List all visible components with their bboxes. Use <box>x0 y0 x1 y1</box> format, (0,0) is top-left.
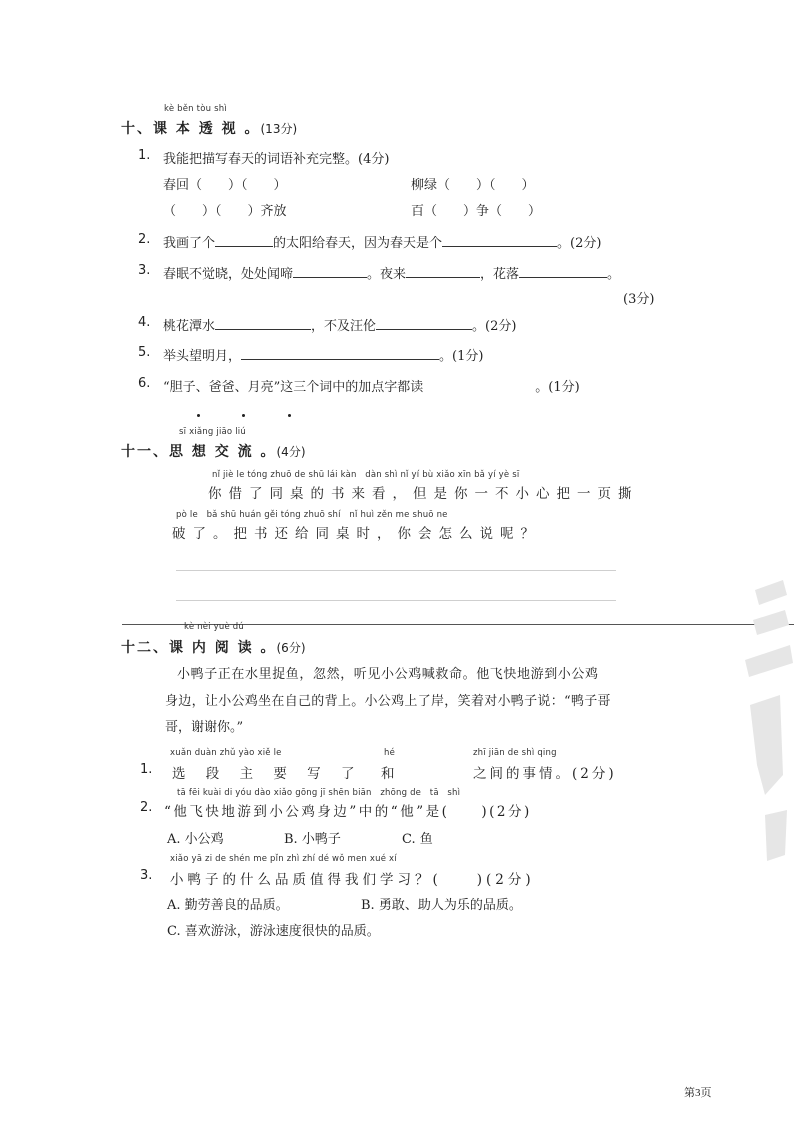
q4-text-b: ，不及汪伦 <box>311 319 377 334</box>
section12-title: 十二、课 内 阅 读 。 <box>121 640 277 656</box>
q2-line <box>163 232 601 251</box>
section10-title: 十、课 本 透 视 。 <box>121 121 261 137</box>
q4-line <box>163 315 516 334</box>
q5-text-b: 。(1分) <box>439 349 484 364</box>
s12-q1-pinyin-c: zhī jiān de shì qing <box>473 748 557 758</box>
q4-text-a: 桃花潭水 <box>163 319 216 334</box>
q1-word-1: 春回（ ）（ ） <box>163 178 287 193</box>
q1-prompt: 我能把描写春天的词语补充完整。(4分) <box>163 152 390 167</box>
q3-blank-3[interactable] <box>519 265 607 278</box>
passage-line-2: 身边，让小公鸡坐在自己的背上。小公鸡上了岸，笑着对小鸭子说：“鸭子哥 <box>165 694 611 709</box>
section11-pinyin: sī xiǎng jiāo liú <box>179 427 246 437</box>
q3-text-a: 春眠不觉晓，处处闻啼 <box>163 267 294 282</box>
watermark-graphic <box>735 565 794 865</box>
q3-score: (3分) <box>623 292 655 307</box>
section11-line1: 你借了同桌的书来看，但是你一不小心把一页撕 <box>208 486 639 502</box>
answer-line-1[interactable] <box>176 570 616 571</box>
s12-q3-option-a[interactable]: A. 勤劳善良的品质。 <box>167 898 289 913</box>
q4-text-c: 。(2分) <box>472 319 517 334</box>
emphasis-dot-dan <box>197 414 200 417</box>
q3-number: 3. <box>138 263 151 278</box>
s12-q3-number: 3. <box>140 868 153 883</box>
q2-text-a: 我画了个 <box>163 236 216 251</box>
s12-q3-option-b[interactable]: B. 勇敢、助人为乐的品质。 <box>361 898 522 913</box>
section10-score: (13分) <box>260 122 298 136</box>
section10-heading <box>121 118 297 138</box>
section11-title: 十一、思 想 交 流 。 <box>121 444 277 460</box>
s12-q2-option-a[interactable]: A. 小公鸡 <box>167 832 224 847</box>
answer-line-2[interactable] <box>176 600 616 601</box>
s12-q1-text-c: 之间的事情。(2分) <box>473 766 617 782</box>
q6-text-b: 。(1分) <box>535 380 580 395</box>
s12-q2-option-b[interactable]: B. 小鸭子 <box>284 832 341 847</box>
q1-word-3: （ ）（ ）齐放 <box>163 204 287 219</box>
q3-blank-2[interactable] <box>406 265 480 278</box>
s12-q3-text: 小鸭子的什么品质值得我们学习？( )(2分) <box>170 872 535 888</box>
s12-q1-text-b: 和 <box>381 766 402 782</box>
s12-q1-pinyin-b: hé <box>384 748 396 758</box>
section11-score: (4分) <box>276 445 306 459</box>
emphasis-dot-ba <box>242 414 245 417</box>
s12-q3-pinyin: xiǎo yā zi de shén me pǐn zhì zhí dé wǒ men xué xí <box>170 854 397 864</box>
q1-number: 1. <box>138 148 151 163</box>
section10-pinyin: kè běn tòu shì <box>164 104 227 114</box>
q1-word-2: 柳绿（ ）（ ） <box>411 178 535 193</box>
q6-number: 6. <box>138 376 151 391</box>
q4-blank-1[interactable] <box>215 317 311 330</box>
q5-number: 5. <box>138 345 151 360</box>
section11-line1-pinyin: nǐ jiè le tóng zhuō de shū lái kàn dàn shì nǐ yí bù xiǎo xīn bǎ yí yè sī <box>212 470 520 480</box>
q3-line <box>163 263 620 282</box>
q5-blank[interactable] <box>241 347 439 360</box>
s12-q2-text: “他飞快地游到小公鸡身边”中的“他”是( )(2分) <box>164 804 532 820</box>
q5-text-a: 举头望明月， <box>163 349 242 364</box>
section12-heading <box>121 637 306 657</box>
q4-number: 4. <box>138 315 151 330</box>
q2-text-c: 。(2分) <box>557 236 602 251</box>
q6-text-a: “胆子、爸爸、月亮”这三个词中的加点字都读 <box>163 380 424 395</box>
q2-number: 2. <box>138 232 151 247</box>
q6-blank[interactable] <box>423 378 535 391</box>
s12-q2-number: 2. <box>140 800 153 815</box>
q1-word-4: 百（ ）争（ ） <box>411 204 542 219</box>
q2-text-b: 的太阳给春天，因为春天是个 <box>273 236 443 251</box>
s12-q3-option-c[interactable]: C. 喜欢游泳，游泳速度很快的品质。 <box>167 924 380 939</box>
q6-line <box>163 376 580 395</box>
page-number: 第3页 <box>684 1087 712 1099</box>
passage-line-1: 小鸭子正在水里捉鱼，忽然，听见小公鸡喊救命。他飞快地游到小公鸡 <box>177 667 599 682</box>
q3-text-b: 。夜来 <box>367 267 407 282</box>
q2-blank-2[interactable] <box>442 234 557 247</box>
s12-q1-text-a: 选 段 主 要 写 了 <box>172 766 363 782</box>
passage-line-3: 哥，谢谢你。” <box>165 720 244 735</box>
s12-q2-option-c[interactable]: C. 鱼 <box>402 832 433 847</box>
q3-blank-1[interactable] <box>293 265 367 278</box>
q4-blank-2[interactable] <box>376 317 472 330</box>
section12-score: (6分) <box>276 641 306 655</box>
s12-q1-pinyin-a: xuǎn duàn zhǔ yào xiě le <box>170 748 282 758</box>
q2-blank-1[interactable] <box>215 234 273 247</box>
s12-q2-pinyin: tā fēi kuài di yóu dào xiǎo gōng jī shēn biān zhōng de tā shì <box>177 788 461 798</box>
section11-line2-pinyin: pò le bǎ shū huán gěi tóng zhuō shí nǐ huì zěn me shuō ne <box>176 510 448 520</box>
s12-q1-number: 1. <box>140 762 153 777</box>
q3-text-d: 。 <box>607 267 621 282</box>
q3-text-c: ，花落 <box>480 267 520 282</box>
section12-pinyin: kè nèi yuè dú <box>184 622 244 632</box>
section11-heading <box>121 441 306 461</box>
section11-line2: 破了。把书还给同桌时，你会怎么说呢？ <box>172 526 541 542</box>
emphasis-dot-liang <box>288 414 291 417</box>
q5-line <box>163 345 483 364</box>
